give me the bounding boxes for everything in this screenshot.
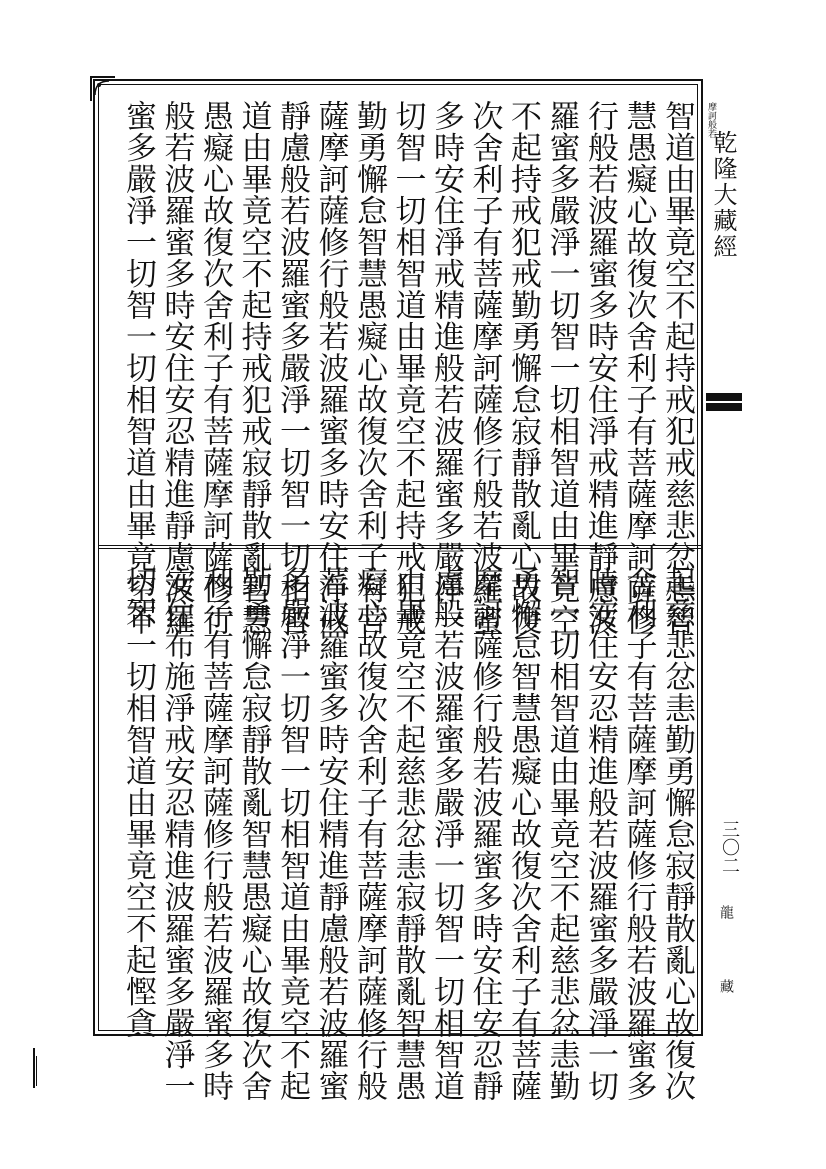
text-column: 摩訶薩修行般若波羅蜜多時安住安忍靜 (466, 566, 503, 1102)
text-column: 慧愚癡心故復次舍利子有菩薩摩訶薩修 (620, 100, 657, 636)
text-column: 舍利子有菩薩摩訶薩修行般若波羅蜜多 (620, 566, 657, 1102)
volume-label: 龍 藏 (718, 905, 734, 1015)
text-column: 勤勇懈怠智慧愚癡心故復次舍利子有菩 (351, 100, 387, 636)
text-column: 多嚴淨一切智一切相智道由畢竟空不起 (274, 566, 310, 1102)
text-column: 薩摩訶薩修行般若波羅蜜多時安住淨戒 (312, 100, 349, 636)
corner-ornament-icon (89, 75, 117, 103)
text-column: 多時安住淨戒精進般若波羅蜜多嚴淨一 (428, 100, 464, 636)
text-column: 羅蜜多嚴淨一切智一切相智道由畢竟空 (543, 100, 580, 636)
text-column: 由畢竟空不起慈悲忿恚寂靜散亂智慧愚 (389, 566, 426, 1102)
text-column: 安住布施淨戒安忍精進波羅蜜多嚴淨一 (158, 566, 195, 1102)
margin-tick (33, 1048, 35, 1088)
text-column: 愚癡心故復次舍利子有菩薩摩訶薩修行 (197, 100, 233, 636)
text-column: 若波羅蜜多時安住精進靜慮般若波羅蜜 (312, 566, 349, 1102)
text-column: 切智一切相智道由畢竟空不起持戒犯戒 (389, 100, 426, 636)
text-column: 行般若波羅蜜多時安住淨戒精進靜慮波 (582, 100, 618, 636)
text-column: 般若波羅蜜多時安住安忍精進靜慮波羅 (158, 100, 195, 636)
text-column: 勤勇懈怠寂靜散亂智慧愚癡心故復次舍 (235, 566, 272, 1102)
text-column: 智道由畢竟空不起持戒犯戒慈悲忿恚智 (659, 100, 695, 636)
page-number: 三〇二 (719, 820, 740, 874)
text-column: 癡心故復次舍利子有菩薩摩訶薩修行般 (351, 566, 387, 1102)
text-column: 次舍利子有菩薩摩訶薩修行般若波羅蜜 (466, 100, 503, 636)
text-column: 不起持戒犯戒勤勇懈怠寂靜散亂心故復 (505, 100, 541, 636)
text-column: 智一切相智道由畢竟空不起慈悲忿恚勤 (543, 566, 580, 1102)
text-column: 利子有菩薩摩訶薩修行般若波羅蜜多時 (197, 566, 233, 1102)
text-column: 慮般若波羅蜜多嚴淨一切智一切相智道 (428, 566, 464, 1102)
margin-tick (36, 1056, 37, 1086)
text-column: 切智一切相智道由畢竟空不起慳貪 (120, 566, 156, 1039)
text-column: 道由畢竟空不起持戒犯戒寂靜散亂智慧 (235, 100, 272, 636)
text-column: 起慈悲忿恚勤勇懈怠寂靜散亂心故復次 (659, 566, 695, 1102)
text-column: 靜慮般若波羅蜜多嚴淨一切智一切相智 (274, 100, 310, 636)
side-small-label: 摩訶般若 (706, 102, 716, 138)
text-column: 時安住安忍精進般若波羅蜜多嚴淨一切 (582, 566, 618, 1102)
text-column: 勇懈怠智慧愚癡心故復次舍利子有菩薩 (505, 566, 541, 1102)
text-column: 蜜多嚴淨一切智一切相智道由畢竟空不 (120, 100, 156, 636)
collection-title: 乾隆大藏經 (709, 130, 737, 260)
fishtail-mark-icon (706, 393, 742, 411)
